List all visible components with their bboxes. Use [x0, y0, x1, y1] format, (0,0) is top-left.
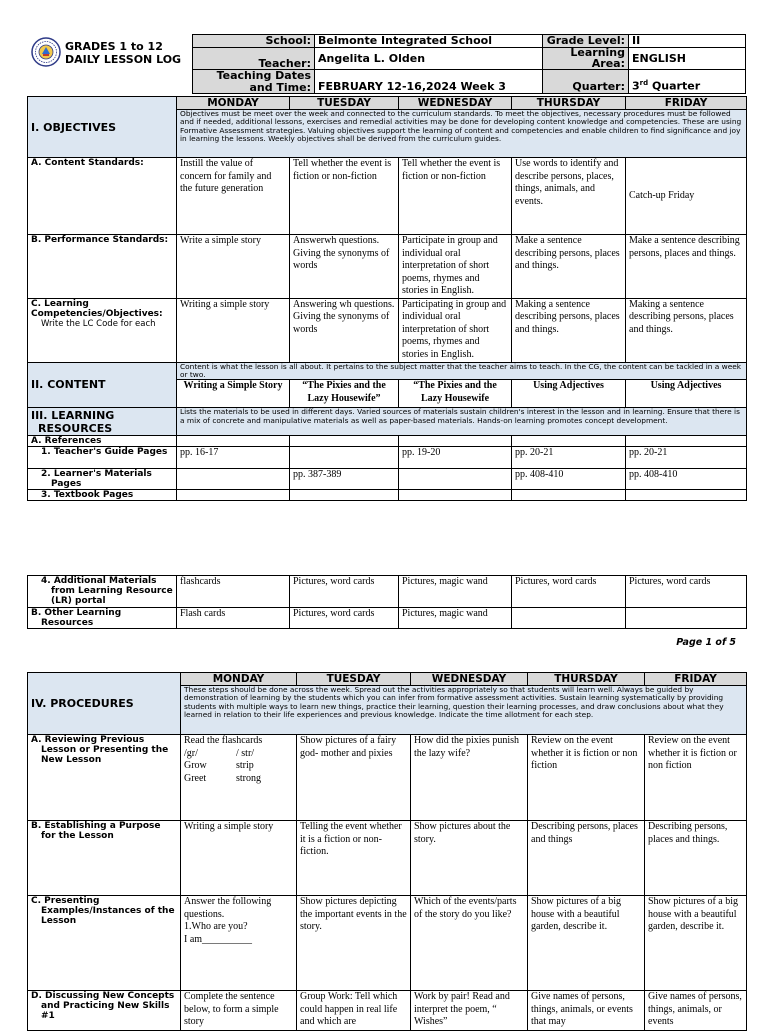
- content-note: Content is what the lesson is all about. It pertains to the subject matter that the teacher aims to teach. In the CG, the content can be tackled in a week or two.: [177, 362, 747, 380]
- references-empty-4: [512, 436, 626, 447]
- objectives-note: Objectives must be meet over the week and connected to the curriculum standards. To meet the objectives, necessary procedures must be followed and if needed, additional lessons, exercises and remedial activities may be done for developing content knowledge and competencies. These are using Formative Assessment strategies. Valuing objectives support the learning of content and competencies and enable children to find significance and joy in learning the lessons. Weekly objectives shall be derived from the curriculum guides.: [177, 110, 747, 158]
- other-friday: [626, 608, 747, 629]
- learners-materials-thursday: pp. 408-410: [512, 469, 626, 490]
- textbook-thursday: [512, 490, 626, 501]
- resources-continued-table: [27, 575, 747, 629]
- content-thursday: Using Adjectives: [512, 380, 626, 408]
- other-tuesday: Pictures, word cards: [290, 608, 399, 629]
- proc-a-friday: Review on the event whether it is fiction or non fiction: [645, 735, 747, 821]
- form-title-line2: DAILY LESSON LOG: [65, 53, 182, 66]
- form-title-line1: GRADES 1 to 12: [65, 40, 163, 53]
- flashcards-intro: Read the flashcards: [184, 735, 263, 746]
- day-tuesday: TUESDAY: [290, 97, 399, 110]
- teaching-dates-label: Teaching Dates and Time:: [193, 70, 315, 94]
- content-friday: Using Adjectives: [626, 380, 747, 408]
- day-wednesday: WEDNESDAY: [399, 97, 512, 110]
- resources-heading: III. LEARNING RESOURCES: [28, 408, 177, 436]
- other-resources-label: B. Other Learning Resources: [28, 608, 177, 629]
- proc-a-tuesday: Show pictures of a fairy god- mother and pixies: [297, 735, 411, 821]
- proc-b-label: B. Establishing a Purpose for the Lesson: [28, 821, 181, 896]
- textbook-friday: [626, 490, 747, 501]
- performance-standards-monday: Write a simple story: [177, 235, 290, 299]
- additional-friday: Pictures, word cards: [626, 576, 747, 608]
- additional-materials-label: 4. Additional Materials from Learning Resource (LR) portal: [28, 576, 177, 608]
- content-heading: II. CONTENT: [28, 362, 177, 408]
- proc-a-thursday: Review on the event whether it is fiction or non fiction: [528, 735, 645, 821]
- competencies-wednesday: Participating in group and individual oral interpretation of short poems, rhymes and stories in English.: [399, 298, 512, 362]
- question-item: 1.Who are you?: [184, 921, 248, 932]
- procedures-note: These steps should be done across the week. Spread out the activities appropriately so that students will learn well. Always be guided by demonstration of learning by the students which you can infer from formative assessment activities. Sustain learning systematically by providing students with multiple ways to learn new things, practice their learning, question their learning processes, and draw conclusions about what they learned in relation to their life experiences and previous knowledge. Indicate the time allotment for each step.: [181, 686, 747, 735]
- additional-tuesday: Pictures, word cards: [290, 576, 399, 608]
- grade-level-value: II: [629, 35, 746, 48]
- textbook-pages-label: 3. Textbook Pages: [28, 490, 177, 501]
- other-wednesday: Pictures, magic wand: [399, 608, 512, 629]
- proc-c-tuesday: Show pictures depicting the important events in the story.: [297, 896, 411, 991]
- references-empty-1: [177, 436, 290, 447]
- references-empty-3: [399, 436, 512, 447]
- additional-thursday: Pictures, word cards: [512, 576, 626, 608]
- competencies-label: [28, 298, 177, 362]
- teachers-guide-friday: pp. 20-21: [626, 447, 747, 469]
- day-friday: FRIDAY: [626, 97, 747, 110]
- flashcard-row: /gr/ / str/: [184, 747, 255, 759]
- textbook-monday: [177, 490, 290, 501]
- question-intro: Answer the following questions.: [184, 896, 272, 920]
- additional-wednesday: Pictures, magic wand: [399, 576, 512, 608]
- school-value: Belmonte Integrated School: [315, 35, 543, 48]
- content-standards-wednesday: Tell whether the event is fiction or non-fiction: [399, 158, 512, 235]
- proc-c-monday: [181, 896, 297, 991]
- proc-c-wednesday: Which of the events/parts of the story do you like?: [411, 896, 528, 991]
- quarter-label: Quarter:: [543, 70, 629, 94]
- content-standards-tuesday: Tell whether the event is fiction or non-fiction: [290, 158, 399, 235]
- learners-materials-label: 2. Learner's Materials Pages: [28, 469, 177, 490]
- proc-d-label: D. Discussing New Concepts and Practicing New Skills #1: [28, 991, 181, 1031]
- references-empty-2: [290, 436, 399, 447]
- procedures-table: [27, 672, 747, 1031]
- performance-standards-label: B. Performance Standards:: [28, 235, 177, 299]
- page-number: Page 1 of 5: [676, 637, 736, 648]
- competencies-monday: Writing a simple story: [177, 298, 290, 362]
- teachers-guide-tuesday: [290, 447, 399, 469]
- teachers-guide-wednesday: pp. 19-20: [399, 447, 512, 469]
- proc-b-wednesday: Show pictures about the story.: [411, 821, 528, 896]
- content-tuesday: “The Pixies and the Lazy Housewife”: [290, 380, 399, 408]
- proc-day-thursday: THURSDAY: [528, 673, 645, 686]
- answer-blank: I am__________: [184, 933, 253, 945]
- learners-materials-tuesday: pp. 387-389: [290, 469, 399, 490]
- proc-d-monday: Complete the sentence below, to form a simple story: [181, 991, 297, 1031]
- proc-a-monday: [181, 735, 297, 821]
- competencies-thursday: Making a sentence describing persons, places and things.: [512, 298, 626, 362]
- content-monday: Writing a Simple Story: [177, 380, 290, 408]
- content-standards-monday: Instill the value of concern for family and the future generation: [177, 158, 290, 235]
- performance-standards-tuesday: Answerwh questions. Giving the synonyms of words: [290, 235, 399, 299]
- proc-c-friday: Show pictures of a big house with a beautiful garden, describe it.: [645, 896, 747, 991]
- other-thursday: [512, 608, 626, 629]
- teachers-guide-monday: pp. 16-17: [177, 447, 290, 469]
- content-standards-thursday: Use words to identify and describe persons, places, things, animals, and events.: [512, 158, 626, 235]
- proc-d-tuesday: Group Work: Tell which could happen in real life and which are: [297, 991, 411, 1031]
- content-wednesday: “The Pixies and the Lazy Housewife: [399, 380, 512, 408]
- teachers-guide-label: 1. Teacher's Guide Pages: [28, 447, 177, 469]
- proc-b-friday: Describing persons, places and things.: [645, 821, 747, 896]
- proc-a-wednesday: How did the pixies punish the lazy wife?: [411, 735, 528, 821]
- objectives-table: [27, 96, 747, 501]
- proc-c-thursday: Show pictures of a big house with a beautiful garden, describe it.: [528, 896, 645, 991]
- proc-b-monday: Writing a simple story: [181, 821, 297, 896]
- procedures-heading: IV. PROCEDURES: [28, 673, 181, 735]
- flashcard-row: Greet strong: [184, 772, 261, 784]
- header-block: [27, 34, 745, 94]
- grade-level-label: Grade Level:: [543, 35, 629, 48]
- references-label: A. References: [28, 436, 177, 447]
- learners-materials-monday: [177, 469, 290, 490]
- resources-note: Lists the materials to be used in different days. Varied sources of materials sustain children's interest in the lesson and in learning. Ensure that there is a mix of concrete and manipulative materials as well as paper-based materials. Hands-on learning promotes concept development.: [177, 408, 747, 436]
- learners-materials-wednesday: [399, 469, 512, 490]
- competencies-tuesday: Answering wh questions. Giving the synonyms of words: [290, 298, 399, 362]
- flashcard-row: Grow strip: [184, 760, 254, 771]
- other-monday: Flash cards: [177, 608, 290, 629]
- proc-d-thursday: Give names of persons, things, animals, or events that may: [528, 991, 645, 1031]
- header-table: [192, 34, 746, 94]
- teaching-dates-value: FEBRUARY 12-16,2024 Week 3: [315, 70, 543, 94]
- additional-monday: flashcards: [177, 576, 290, 608]
- teacher-value: Angelita L. Olden: [315, 48, 543, 70]
- form-title: [65, 40, 181, 66]
- proc-d-friday: Give names of persons, things, animals, or events: [645, 991, 747, 1031]
- proc-d-wednesday: Work by pair! Read and interpret the poem, “ Wishes”: [411, 991, 528, 1031]
- teachers-guide-thursday: pp. 20-21: [512, 447, 626, 469]
- day-thursday: THURSDAY: [512, 97, 626, 110]
- content-standards-friday: Catch-up Friday: [626, 158, 747, 235]
- proc-day-tuesday: TUESDAY: [297, 673, 411, 686]
- proc-day-friday: FRIDAY: [645, 673, 747, 686]
- references-empty-5: [626, 436, 747, 447]
- learning-area-label: Learning Area:: [543, 48, 629, 70]
- objectives-heading: I. OBJECTIVES: [28, 97, 177, 158]
- day-monday: MONDAY: [177, 97, 290, 110]
- proc-b-thursday: Describing persons, places and things: [528, 821, 645, 896]
- quarter-value: 3rd Quarter: [629, 70, 746, 94]
- learners-materials-friday: pp. 408-410: [626, 469, 747, 490]
- learning-area-value: ENGLISH: [629, 48, 746, 70]
- textbook-wednesday: [399, 490, 512, 501]
- competencies-friday: Making a sentence describing persons, places and things.: [626, 298, 747, 362]
- content-standards-label: A. Content Standards:: [28, 158, 177, 235]
- proc-b-tuesday: Telling the event whether it is a fiction or non- fiction.: [297, 821, 411, 896]
- proc-day-monday: MONDAY: [181, 673, 297, 686]
- competencies-sublabel: Write the LC Code for each: [41, 318, 156, 329]
- performance-standards-thursday: Make a sentence describing persons, places and things.: [512, 235, 626, 299]
- performance-standards-wednesday: Participate in group and individual oral interpretation of short poems, rhymes and stories in English.: [399, 235, 512, 299]
- competencies-title: C. Learning Competencies/Objectives:: [31, 298, 163, 319]
- proc-day-wednesday: WEDNESDAY: [411, 673, 528, 686]
- textbook-tuesday: [290, 490, 399, 501]
- performance-standards-friday: Make a sentence describing persons, places and things.: [626, 235, 747, 299]
- proc-c-label: C. Presenting Examples/Instances of the Lesson: [28, 896, 181, 991]
- teacher-label: Teacher:: [193, 48, 315, 70]
- school-label: School:: [193, 35, 315, 48]
- deped-seal-logo: [31, 37, 61, 67]
- proc-a-label: A. Reviewing Previous Lesson or Presenting the New Lesson: [28, 735, 181, 821]
